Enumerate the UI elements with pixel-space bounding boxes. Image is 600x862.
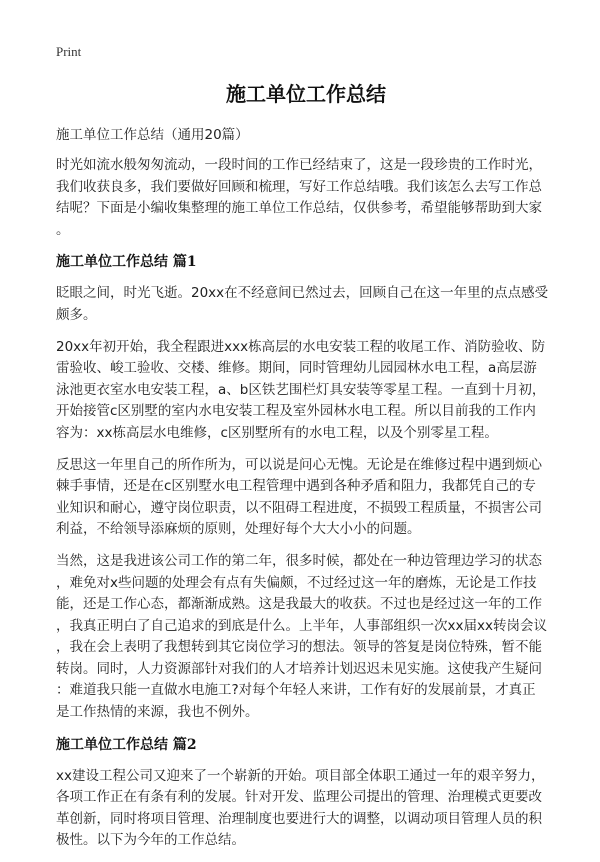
text-line: 革创新，同时将项目管理、治理制度也要进行大的调整，以调动项目管理人员的积 bbox=[56, 810, 542, 827]
text-line: 。 bbox=[56, 221, 70, 238]
text-line: xx建设工程公司又迎来了一个崭新的开始。项目部全体职工通过一年的艰辛努力， bbox=[56, 767, 545, 784]
intro-paragraph bbox=[56, 155, 556, 241]
text-line: ，我真正明白了自己追求的到底是什么。上半年，人事部组织一次xx届xx转岗会议 bbox=[56, 617, 547, 634]
text-line: 我们收获良多，我们要做好回顾和梳理，写好工作总结哦。我们该怎么去写工作总 bbox=[56, 178, 542, 195]
paragraph bbox=[56, 337, 556, 445]
section-2-body bbox=[56, 766, 556, 852]
text-line: 极性。以下为今年的工作总结。 bbox=[56, 832, 245, 849]
text-line: 开始接管c区别墅的室内水电安装工程及室外园林水电工程。所以目前我的工作内 bbox=[56, 403, 536, 420]
text-line: 雷验收、峻工验收、交楼、维修。期间，同时管理幼儿园园林水电工程，a高层游 bbox=[56, 360, 537, 377]
text-line: 容为：xx栋高层水电维修，c区别墅所有的水电工程，以及个别零星工程。 bbox=[56, 424, 498, 441]
text-line: 时光如流水般匆匆流动，一段时间的工作已经结束了，这是一段珍贵的工作时光， bbox=[56, 157, 542, 173]
text-line: 利益，不给领导添麻烦的原则，处理好每个大大小小的问题。 bbox=[56, 521, 421, 538]
text-line: 棘手事情，还是在c区别墅水电工程管理中遇到各种矛盾和阻力，我都凭自己的专 bbox=[56, 478, 536, 495]
document-page bbox=[56, 44, 556, 862]
text-line: 眨眼之间，时光飞逝。20xx在不经意间已然过去，回顾自己在这一年里的点点感受 bbox=[56, 285, 549, 302]
text-line: ，难免对x些问题的处理会有点有失偏颇，不过经过这一年的磨炼，无论是工作技 bbox=[56, 574, 537, 591]
text-line: ：难道我只能一直做水电施工?对每个年轻人来讲，工作有好的发展前景，才真正 bbox=[56, 682, 536, 699]
text-line: 业知识和耐心，遵守岗位职责，以不阻碍工程进度，不损毁工程质量，不损害公司 bbox=[56, 499, 542, 516]
paragraph bbox=[56, 551, 556, 724]
text-line: 反思这一年里自己的所作所为，可以说是问心无愧。无论是在维修过程中遇到烦心 bbox=[56, 456, 542, 473]
text-line: 颇多。 bbox=[56, 306, 97, 323]
text-line: 转岗。同时，人力资源部针对我们的人才培养计划迟迟未见实施。这使我产生疑问 bbox=[56, 660, 542, 677]
subtitle: 施工单位工作总结（通用20篇） bbox=[56, 127, 249, 143]
text-line: 是工作热情的来源，我也不例外。 bbox=[56, 704, 259, 721]
text-line: 结呢？下面是小编收集整理的施工单位工作总结，仅供参考，希望能够帮助到大家 bbox=[56, 200, 542, 217]
section-heading-1: 施工单位工作总结 篇1 bbox=[56, 254, 197, 271]
text-line: 能，还是工作心态，都渐渐成熟。这是我最大的收获。不过也是经过这一年的工作 bbox=[56, 596, 542, 613]
print-link[interactable]: Print bbox=[56, 44, 82, 59]
text-line: ，我在会上表明了我想转到其它岗位学习的想法。领导的答复是岗位特殊，暂不能 bbox=[56, 639, 542, 656]
text-line: 20xx年初开始，我全程跟进xxx栋高层的水电安装工程的收尾工作、消防验收、防 bbox=[56, 338, 546, 355]
section-1-body bbox=[56, 283, 556, 723]
paragraph bbox=[56, 283, 556, 326]
page-title: 施工单位工作总结 bbox=[226, 82, 386, 106]
section-heading-2: 施工单位工作总结 篇2 bbox=[56, 736, 197, 753]
text-line: 泳池更衣室水电安装工程，a、b区铁艺围栏灯具安装等零星工程。一直到十月初， bbox=[56, 381, 546, 398]
paragraph bbox=[56, 766, 556, 852]
text-line: 当然，这是我进该公司工作的第二年，很多时候，都处在一种边管理边学习的状态 bbox=[56, 552, 542, 569]
paragraph bbox=[56, 455, 556, 541]
text-line: 各项工作正在有条有利的发展。针对开发、监理公司提出的管理、治理模式更要改 bbox=[56, 789, 542, 806]
